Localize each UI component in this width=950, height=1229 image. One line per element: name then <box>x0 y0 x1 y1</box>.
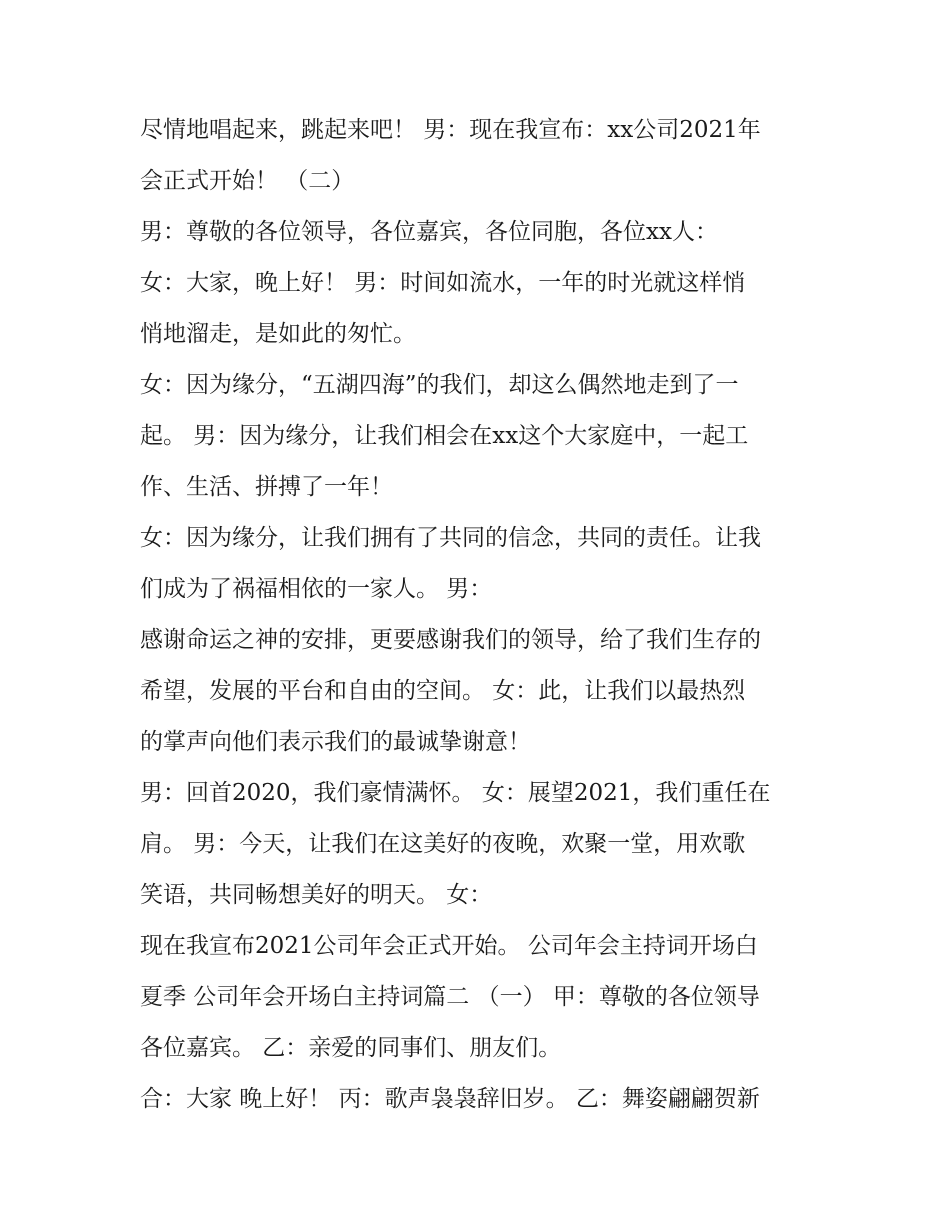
text-line: 笑语，共同畅想美好的明天。 女： <box>140 882 493 908</box>
text-line: 起。 男：因为缘分，让我们相会在xx这个大家庭中，一起工 <box>140 423 749 449</box>
text-line: 男：回首2020，我们豪情满怀。 女：展望2021，我们重任在 <box>140 780 771 806</box>
text-line: 合：大家 晚上好！ 丙：歌声袅袅辞旧岁。 乙：舞姿翩翩贺新 <box>140 1086 760 1112</box>
text-line: 女：因为缘分，让我们拥有了共同的信念，共同的责任。让我 <box>140 525 761 551</box>
document-body <box>140 105 820 1125</box>
text-line: 女：因为缘分，“五湖四海”的我们，却这么偶然地走到了一 <box>140 372 739 398</box>
text-line: 感谢命运之神的安排，更要感谢我们的领导，给了我们生存的 <box>140 627 761 653</box>
text-line: 作、生活、拼搏了一年！ <box>140 474 393 500</box>
text-line: 现在我宣布2021公司年会正式开始。 公司年会主持词开场白 <box>140 933 758 959</box>
text-line: 会正式开始！ （二） <box>140 168 355 194</box>
text-line: 希望，发展的平台和自由的空间。 女：此，让我们以最热烈 <box>140 678 746 704</box>
text-line: 们成为了祸福相依的一家人。 男： <box>140 576 493 602</box>
text-line: 的掌声向他们表示我们的最诚挚谢意！ <box>140 729 531 755</box>
text-line: 悄地溜走，是如此的匆忙。 <box>140 321 416 347</box>
text-line: 夏季 公司年会开场白主持词篇二 （一） 甲：尊敬的各位领导 <box>140 984 760 1010</box>
text-line: 各位嘉宾。 乙：亲爱的同事们、朋友们。 <box>140 1035 562 1061</box>
text-line: 尽情地唱起来，跳起来吧！ 男：现在我宣布：xx公司2021年 <box>140 117 761 143</box>
text-line: 女：大家，晚上好！ 男：时间如流水，一年的时光就这样悄 <box>140 270 746 296</box>
text-line: 肩。 男：今天，让我们在这美好的夜晚，欢聚一堂，用欢歌 <box>140 831 746 857</box>
text-line: 男：尊敬的各位领导，各位嘉宾，各位同胞，各位xx人： <box>140 219 718 245</box>
